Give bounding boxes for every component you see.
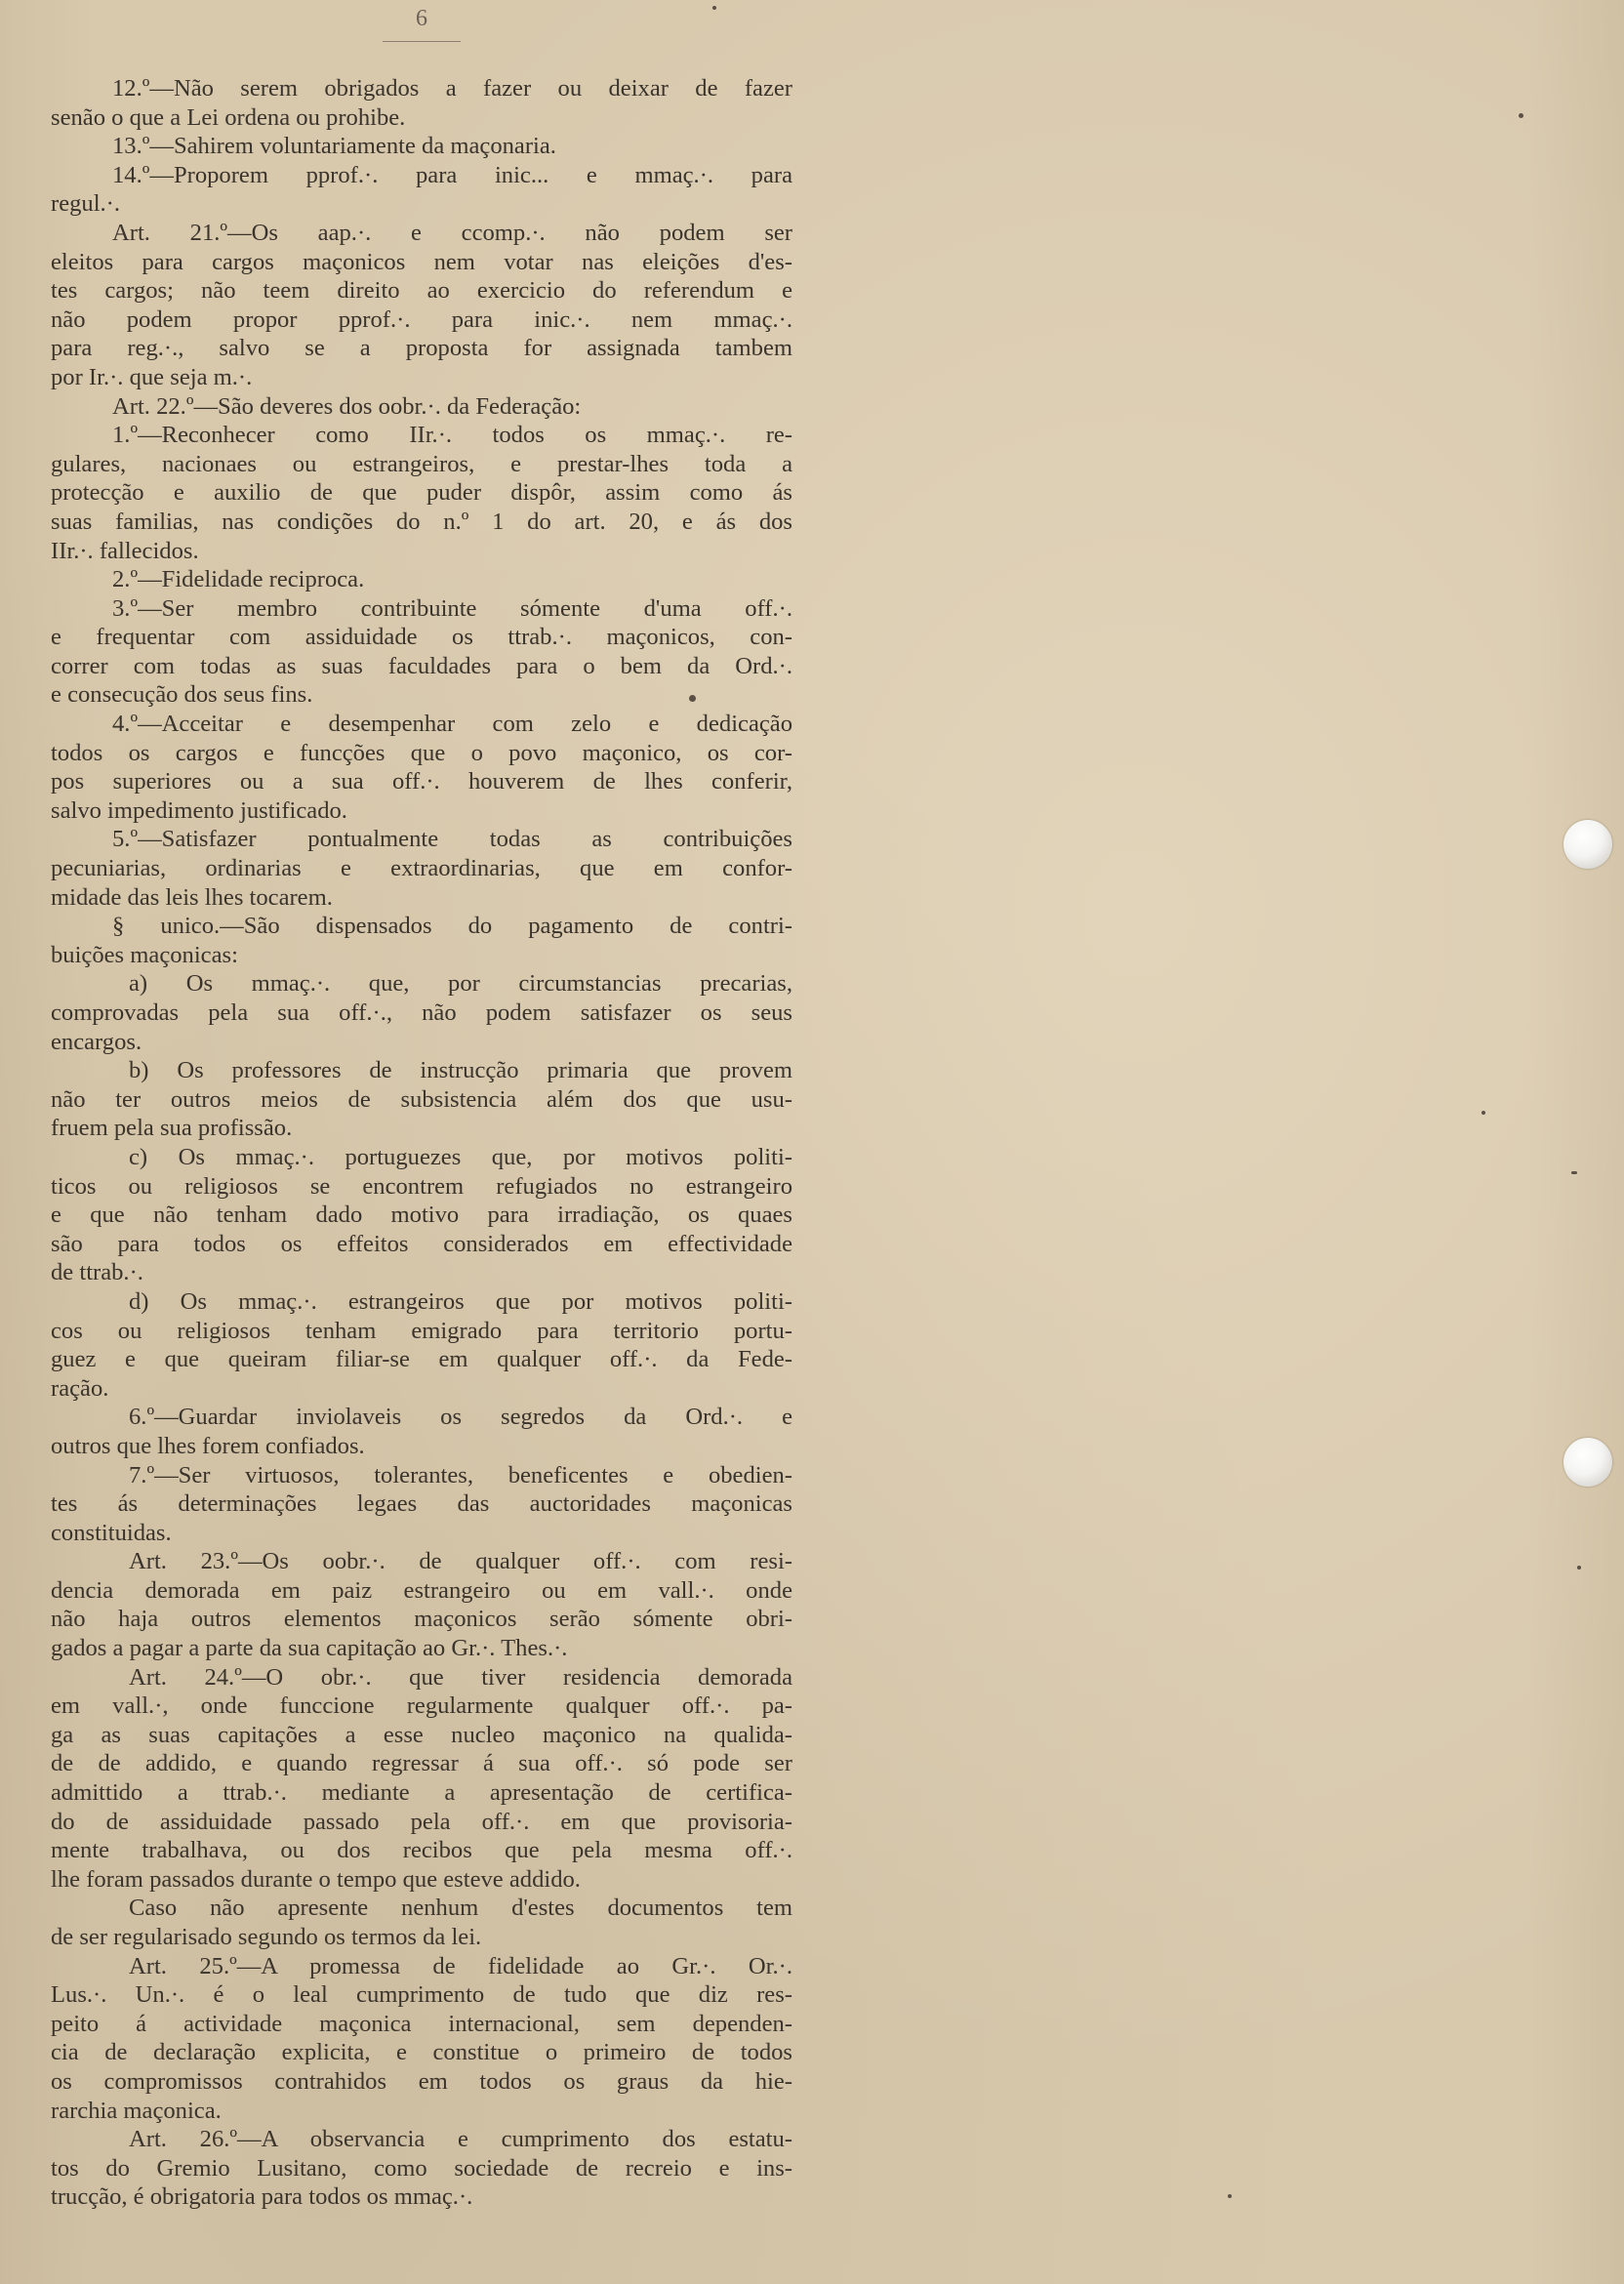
ink-speck <box>1519 113 1523 118</box>
text-line: senão o que a Lei ordena ou prohibe. <box>51 103 406 131</box>
text-line: não ter outros meios de subsistencia além dos que usu- <box>51 1085 792 1113</box>
text-line: de ser regularisado segundo os termos da lei. <box>51 1924 482 1950</box>
text-line: Art. 23.º—Os oobr.·. de qualquer off.·. com resi- <box>129 1548 792 1575</box>
text-line: Caso não apresente nenhum d'estes documentos tem <box>129 1895 792 1922</box>
text-line: 2.º—Fidelidade reciproca. <box>112 566 365 593</box>
text-line: d) Os mmaç.·. estrangeiros que por motivos politi- <box>129 1287 792 1315</box>
text-line: Art. 26.º—A observancia e cumprimento dos estatu- <box>129 2126 792 2153</box>
text-line: 14.º—Proporem pprof.·. para inic... e mmaç.·. para <box>112 161 792 188</box>
text-line: buições maçonicas: <box>51 941 238 968</box>
text-line: ga as suas capitações a esse nucleo maçonico na qualida- <box>51 1721 792 1748</box>
text-line: gulares, nacionaes ou estrangeiros, e prestar-lhes toda a <box>51 450 792 477</box>
text-line: § unico.—São dispensados do pagamento de contri- <box>112 913 792 940</box>
text-line: gados a pagar a parte da sua capitação ao Gr.·. Thes.·. <box>51 1635 568 1662</box>
text-line: Art. 24.º—O obr.·. que tiver residencia demorada <box>129 1663 792 1691</box>
text-line: c) Os mmaç.·. portuguezes que, por motivos politi- <box>129 1143 792 1170</box>
text-line: cos ou religiosos tenham emigrado para territorio portu- <box>51 1317 792 1344</box>
text-line: Art. 21.º—Os aap.·. e ccomp.·. não podem ser <box>112 219 792 246</box>
text-line: salvo impedimento justificado. <box>51 796 347 824</box>
ink-speck <box>689 695 696 702</box>
ink-speck <box>712 6 716 10</box>
text-line: ração. <box>51 1374 109 1402</box>
text-line: em vall.·, onde funccione regularmente qualquer off.·. pa- <box>51 1693 792 1720</box>
text-line: IIr.·. fallecidos. <box>51 537 199 564</box>
text-line: não podem propor pprof.·. para inic.·. nem mmaç.·. <box>51 306 792 333</box>
text-line: por Ir.·. que seja m.·. <box>51 363 253 390</box>
text-line: admittido a ttrab.·. mediante a apresentação de certifica- <box>51 1779 792 1807</box>
punch-hole-bottom <box>1563 1438 1612 1487</box>
text-line: a) Os mmaç.·. que, por circumstancias precarias, <box>129 970 792 998</box>
text-line: 1.º—Reconhecer como IIr.·. todos os mmaç.·. re- <box>112 422 792 449</box>
text-line: rarchia maçonica. <box>51 2097 222 2124</box>
text-line: Art. 25.º—A promessa de fidelidade ao Gr.·. Or.·. <box>129 1952 792 1979</box>
text-line: midade das leis lhes tocarem. <box>51 883 333 911</box>
text-line: são para todos os effeitos considerados em effectividade <box>51 1230 792 1257</box>
ink-speck <box>1577 1566 1581 1570</box>
text-line: 5.º—Satisfazer pontualmente todas as contribuições <box>112 826 792 853</box>
text-line: trucção, é obrigatoria para todos os mmaç.·. <box>51 2183 473 2211</box>
page-number-rule <box>383 41 461 42</box>
text-line: cia de declaração explicita, e constitue o primeiro de todos <box>51 2039 792 2066</box>
text-line: suas familias, nas condições do n.º 1 do art. 20, e ás dos <box>51 508 792 535</box>
ink-speck <box>1228 2194 1232 2198</box>
page-number: 6 <box>416 6 427 31</box>
text-line: protecção e auxilio de que puder dispôr, assim como ás <box>51 479 792 507</box>
punch-hole-top <box>1563 820 1612 869</box>
text-line: Art. 22.º—São deveres dos oobr.·. da Federação: <box>112 392 582 420</box>
text-line: do de assiduidade passado pela off.·. em que provisoria- <box>51 1808 792 1835</box>
text-line: b) Os professores de instrucção primaria que provem <box>129 1057 792 1084</box>
text-line: comprovadas pela sua off.·., não podem satisfazer os seus <box>51 999 792 1026</box>
text-line: para reg.·., salvo se a proposta for assignada tambem <box>51 335 792 362</box>
text-line: fruem pela sua profissão. <box>51 1115 293 1142</box>
text-line: correr com todas as suas faculdades para o bem da Ord.·. <box>51 652 792 679</box>
text-line: os compromissos contrahidos em todos os graus da hie- <box>51 2067 792 2095</box>
text-line: guez e que queiram filiar-se em qualquer off.·. da Fede- <box>51 1346 792 1373</box>
text-line: dencia demorada em paiz estrangeiro ou em vall.·. onde <box>51 1576 792 1604</box>
text-line: 13.º—Sahirem voluntariamente da maçonaria. <box>112 133 556 160</box>
text-line: 12.º—Não serem obrigados a fazer ou deixar de fazer <box>112 75 792 102</box>
text-line: todos os cargos e funcções que o povo maçonico, os cor- <box>51 739 792 766</box>
text-line: não haja outros elementos maçonicos serão sómente obri- <box>51 1606 792 1633</box>
text-line: e consecução dos seus fins. <box>51 681 313 709</box>
text-line: Lus.·. Un.·. é o leal cumprimento de tudo que diz res- <box>51 1981 792 2009</box>
text-line: 6.º—Guardar inviolaveis os segredos da Ord.·. e <box>129 1404 792 1431</box>
article-text-column <box>51 74 792 2212</box>
text-line: de ttrab.·. <box>51 1259 143 1286</box>
text-line: tes ás determinações legaes das auctoridades maçonicas <box>51 1490 792 1518</box>
text-line: mente trabalhava, ou dos recibos que pela mesma off.·. <box>51 1837 792 1864</box>
text-line: tos do Gremio Lusitano, como sociedade de recreio e ins- <box>51 2154 792 2182</box>
text-line: ticos ou religiosos se encontrem refugiados no estrangeiro <box>51 1172 792 1200</box>
ink-speck <box>1571 1171 1577 1174</box>
text-line: pecuniarias, ordinarias e extraordinarias, que em confor- <box>51 855 792 882</box>
text-line: eleitos para cargos maçonicos nem votar nas eleições d'es- <box>51 248 792 275</box>
text-line: regul.·. <box>51 190 121 218</box>
text-line: 3.º—Ser membro contribuinte sómente d'uma off.·. <box>112 594 792 622</box>
text-line: de de addido, e quando regressar á sua off.·. só pode ser <box>51 1750 792 1777</box>
text-line: encargos. <box>51 1028 142 1055</box>
text-line: e que não tenham dado motivo para irradiação, os quaes <box>51 1202 792 1229</box>
text-line: constituidas. <box>51 1519 172 1546</box>
text-line: lhe foram passados durante o tempo que esteve addido. <box>51 1865 581 1893</box>
text-line: 4.º—Acceitar e desempenhar com zelo e dedicação <box>112 711 792 738</box>
text-line: 7.º—Ser virtuosos, tolerantes, beneficentes e obedien- <box>129 1461 792 1489</box>
text-line: outros que lhes forem confiados. <box>51 1432 365 1459</box>
text-line: e frequentar com assiduidade os ttrab.·. maçonicos, con- <box>51 624 792 651</box>
text-line: tes cargos; não teem direito ao exercicio do referendum e <box>51 277 792 305</box>
text-line: peito á actividade maçonica internacional, sem dependen- <box>51 2010 792 2037</box>
ink-speck <box>1482 1111 1485 1115</box>
text-line: pos superiores ou a sua off.·. houverem de lhes conferir, <box>51 768 792 795</box>
